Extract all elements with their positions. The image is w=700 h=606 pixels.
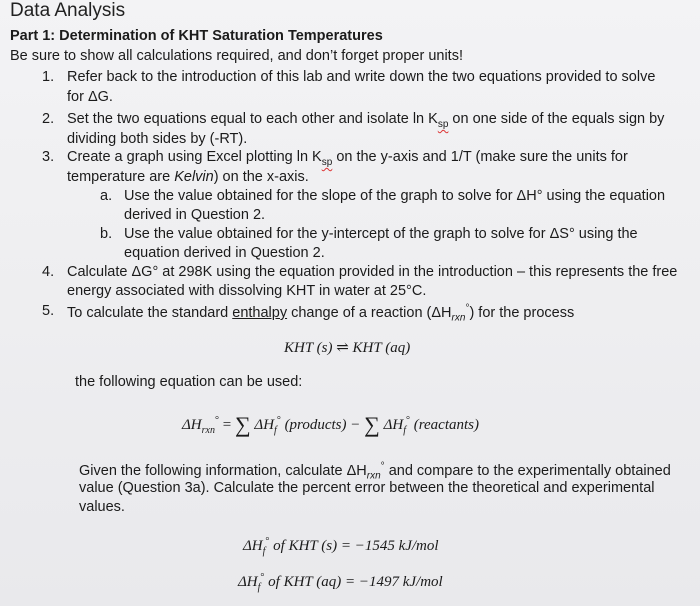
item-b-line: Use the value obtained for the y-intercept of the graph to solve for ΔS° using the [124,226,638,242]
item-5-number: 5. [42,303,55,319]
part-heading: Part 1: Determination of KHT Saturation Temperatures [10,28,383,44]
item-a-letter: a. [100,188,113,204]
item-2-number: 2. [42,111,55,127]
item-3-line: temperature are Kelvin) on the x-axis. [67,169,309,185]
following-text: the following equation can be used: [75,374,303,390]
data-khts: $\Delta H_f^\circ$ of KHT (s) = −1545 kJ/mol [243,536,439,557]
hess-equation: $\Delta H_{rxn}^\circ$ = ∑ $\Delta H_f^\circ$ (products) − ∑ $\Delta H_f^\circ$ (reactants) [182,412,479,437]
item-2-line: Set the two equations equal to each other and isolate $\ln K_{sp}$ on one side of the equals sign by [67,111,665,130]
item-5-line: To calculate the standard enthalpy change of a reaction $(\Delta H_{rxn}^\circ)$ for the process [67,303,575,324]
given-line: Given the following information, calculate $\Delta H_{rxn}^\circ$ and compare to the experimentally obtained [79,461,671,482]
item-1-number: 1. [42,69,55,85]
item-4-number: 4. [42,264,55,280]
item-a-line: Use the value obtained for the slope of the graph to solve for ΔH° using the equation [124,188,666,204]
item-3-line: Create a graph using Excel plotting $\ln K_{sp}$ on the y-axis and 1/T (make sure the units for [67,149,628,168]
reaction-equation: KHT (s) ⇌ KHT (aq) [284,340,411,356]
item-3-number: 3. [42,149,55,165]
item-b-line: equation derived in Question 2. [124,245,325,261]
item-b-letter: b. [100,226,113,242]
item-1-line: Refer back to the introduction of this lab and write down the two equations provided to solve [67,69,656,85]
data-khtaq: $\Delta H_f^\circ$ of KHT (aq) = −1497 kJ/mol [238,572,443,593]
item-2-line: dividing both sides by (-RT). [67,131,248,147]
item-1-line: for ΔG. [67,89,113,105]
given-line: value (Question 3a). Calculate the percent error between the theoretical and experimental [79,480,655,496]
intro-text: Be sure to show all calculations required, and don’t forget proper units! [10,48,463,64]
item-4-line: Calculate ΔG° at 298K using the equation provided in the introduction – this represents the free [67,264,678,280]
page-title: Data Analysis [10,0,126,21]
given-line: values. [79,499,125,515]
item-4-line: energy associated with dissolving KHT in water at 25°C. [67,283,427,299]
item-a-line: derived in Question 2. [124,207,266,223]
